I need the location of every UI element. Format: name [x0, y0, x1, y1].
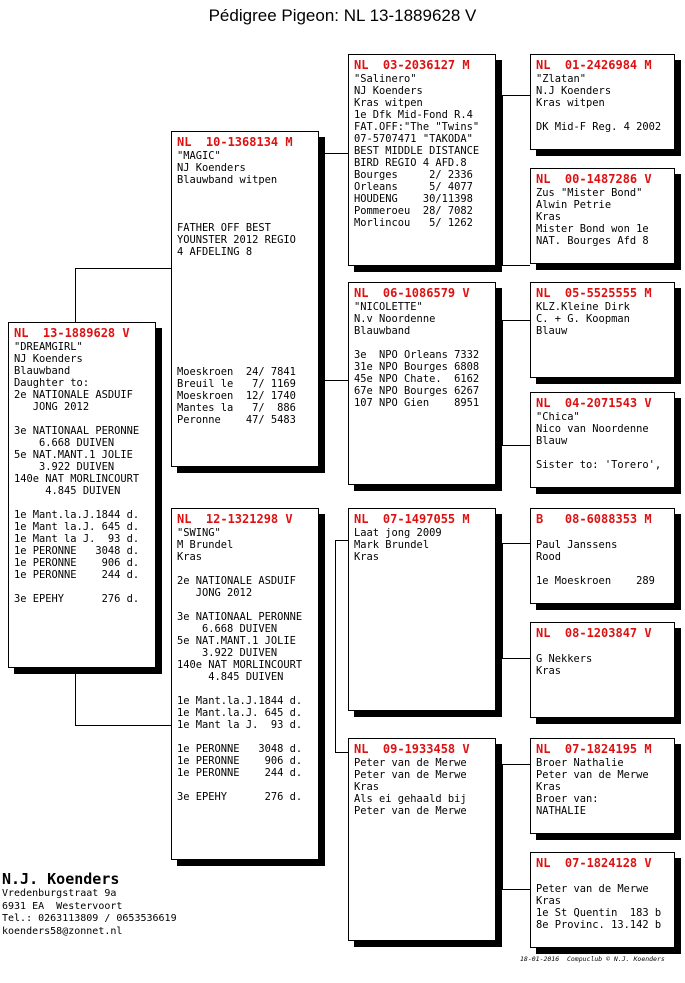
pigeon-info-line: 4 AFDELING 8	[177, 246, 253, 258]
pigeon-info-line: NATHALIE	[536, 805, 587, 817]
pigeon-info-line	[177, 318, 314, 330]
pigeon-info-line: 3.922 DUIVEN	[14, 461, 115, 473]
pigeon-info-line: 3e EPEHY 276 d.	[14, 593, 140, 605]
pigeon-info-line: 1e PERONNE 244 d.	[14, 569, 140, 581]
pigeon-info-line	[14, 581, 151, 593]
pigeon-info-line: 140e NAT MORLINCOURT	[177, 659, 303, 671]
pigeon-info-line: "MAGIC"	[177, 150, 221, 162]
pigeon-info-line: 07-5707471 "TAKODA"	[354, 133, 473, 145]
pigeon-info-line	[14, 413, 151, 425]
pigeon-info-line: Peter van de Merwe	[536, 883, 649, 895]
connector	[502, 764, 530, 765]
pigeon-info-line: 31e NPO Bourges 6808	[354, 361, 480, 373]
pigeon-info-line: 1e Mant.la.J.1844 d.	[177, 695, 303, 707]
pigeon-info-line: Kras witpen	[354, 97, 423, 109]
ring-number: NL 10-1368134 M	[177, 135, 293, 149]
pigeon-info-line: Kras	[354, 551, 380, 563]
pigeon-info-line: 140e NAT MORLINCOURT	[14, 473, 140, 485]
pigeon-info-line: M Brundel	[177, 539, 234, 551]
pigeon-info-line: Als ei gehaald bij	[354, 793, 467, 805]
pigeon-info-line	[536, 641, 670, 653]
pigeon-info-line: Blauwband witpen	[177, 174, 278, 186]
pigeon-info-line: 1e St Quentin 183 b	[536, 907, 662, 919]
pigeon-info-line: KLZ.Kleine Dirk	[536, 301, 630, 313]
pigeon-info-line: 4.845 DUIVEN	[177, 671, 284, 683]
pigeon-info-line	[536, 563, 670, 575]
ring-number: NL 09-1933458 V	[354, 742, 470, 756]
pigeon-info-line: "DREAMGIRL"	[14, 341, 83, 353]
pigeon-info-line: 1e PERONNE 3048 d.	[14, 545, 140, 557]
connector	[502, 658, 530, 659]
pigeon-info-line: G Nekkers	[536, 653, 593, 665]
pigeon-info-line: Moeskroen 24/ 7841	[177, 366, 296, 378]
pigeon-info-line: Sister to: 'Torero'‚	[536, 459, 662, 471]
pigeon-info-line: 6.668 DUIVEN	[14, 437, 115, 449]
ring-number: NL 07-1497055 M	[354, 512, 470, 526]
ring-number: NL 00-1487286 V	[536, 172, 652, 186]
pigeon-info-line: 1e PERONNE 3048 d.	[177, 743, 303, 755]
ring-number: NL 07-1824195 M	[536, 742, 652, 756]
pigeon-info-line: Bourges 2/ 2336	[354, 169, 473, 181]
pigeon-info-line: 3e NPO Orleans 7332	[354, 349, 480, 361]
pigeon-info-line	[354, 337, 491, 349]
pigeon-info-line: 1e Mant la.J. 645 d.	[14, 521, 140, 533]
pigeon-info-line: Pommeroeu 28/ 7082	[354, 205, 473, 217]
pigeon-info-line: Orleans 5/ 4077	[354, 181, 473, 193]
pigeon-info-line: 4.845 DUIVEN	[14, 485, 121, 497]
pigeon-info-line: 5e NAT.MANT.1 JOLIE	[177, 635, 296, 647]
page-title: Pédigree Pigeon: NL 13-1889628 V	[208, 6, 477, 25]
pigeon-info-line	[177, 294, 314, 306]
pigeon-info-line: 1e Mant.la.J.1844 d.	[14, 509, 140, 521]
pigeon-info-line: Morlincou 5/ 1262	[354, 217, 473, 229]
pigeon-info-line: Daughter to:	[14, 377, 90, 389]
connector	[502, 95, 530, 96]
pigeon-info-line: 45e NPO Chate. 6162	[354, 373, 480, 385]
pigeon-info-line: Mister Bond won 1e	[536, 223, 649, 235]
connector	[502, 764, 503, 889]
pigeon-info-line	[177, 258, 314, 270]
pigeon-info-line: 8e Provinc. 13.142 b	[536, 919, 662, 931]
pigeon-info-line: FAT.OFF:"The "Twins"	[354, 121, 480, 133]
pigeon-info-line	[177, 342, 314, 354]
pigeon-info-line: 1e Dfk Mid-Fond R.4	[354, 109, 473, 121]
ring-number: NL 07-1824128 V	[536, 856, 652, 870]
pigeon-info-line: Kras	[177, 551, 203, 563]
pigeon-info-line: "Zlatan"	[536, 73, 587, 85]
pigeon-info-line: 1e PERONNE 906 d.	[177, 755, 303, 767]
ring-number: NL 12-1321298 V	[177, 512, 293, 526]
pigeon-info-line: 2e NATIONALE ASDUIF	[177, 575, 296, 587]
pigeon-card-ff-sire	[530, 54, 675, 150]
pigeon-info-line: 1e PERONNE 244 d.	[177, 767, 303, 779]
pigeon-card-father-dam	[348, 282, 496, 485]
pigeon-info-line: Blauwband	[354, 325, 411, 337]
pigeon-info-line: 5e NAT.MANT.1 JOLIE	[14, 449, 133, 461]
pigeon-info-line: Kras	[536, 895, 562, 907]
pigeon-info-line: 1e Moeskroen 289	[536, 575, 655, 587]
pigeon-info-line: Kras	[536, 665, 562, 677]
pigeon-info-line: JONG 2012	[14, 401, 90, 413]
pigeon-info-line: Blauwband	[14, 365, 71, 377]
pigeon-info-line	[536, 447, 670, 459]
pigeon-info-line	[177, 354, 314, 366]
pigeon-info-line	[177, 731, 314, 743]
pigeon-info-line: Moeskroen 12/ 1740	[177, 390, 296, 402]
pigeon-info-line: FATHER OFF BEST	[177, 222, 271, 234]
pigeon-info-line: N.v Noordenne	[354, 313, 436, 325]
pigeon-info-line: "NICOLETTE"	[354, 301, 423, 313]
ring-number: NL 01-2426984 M	[536, 58, 652, 72]
connector	[335, 752, 348, 753]
breeder-phone: Tel.: 0263113809 / 0653536619	[2, 913, 177, 924]
pigeon-info-line: "Salinero"	[354, 73, 417, 85]
pigeon-info-line	[177, 306, 314, 318]
pigeon-info-line: 6.668 DUIVEN	[177, 623, 278, 635]
pigeon-info-line	[177, 683, 314, 695]
pigeon-card-fm-dam	[530, 392, 675, 488]
pigeon-info-line: Mantes la 7/ 886	[177, 402, 296, 414]
pigeon-info-line: Peter van de Merwe	[536, 769, 649, 781]
pigeon-info-line	[177, 198, 314, 210]
pigeon-info-line: 1e Mant.la.J. 645 d.	[177, 707, 303, 719]
pigeon-card-mm-sire	[530, 738, 675, 834]
pigeon-info-line	[536, 871, 670, 883]
pigeon-info-line: 3.922 DUIVEN	[177, 647, 278, 659]
pigeon-info-line: 1e Mant la J. 93 d.	[177, 719, 303, 731]
pigeon-info-line: Peter van de Merwe	[354, 757, 467, 769]
pigeon-info-line: NJ Koenders	[14, 353, 83, 365]
pigeon-info-line: Kras	[354, 781, 380, 793]
connector	[502, 95, 503, 265]
connector	[502, 543, 503, 658]
breeder-info	[2, 870, 177, 938]
ring-number: NL 08-1203847 V	[536, 626, 652, 640]
pigeon-info-line	[177, 779, 314, 791]
pigeon-info-line: Peter van de Merwe	[354, 805, 467, 817]
pigeon-info-line: "SWING"	[177, 527, 221, 539]
connector	[75, 668, 76, 725]
connector	[502, 320, 530, 321]
pigeon-card-mother-dam	[348, 738, 496, 941]
ring-number: NL 03-2036127 M	[354, 58, 470, 72]
pigeon-card-mother-sire	[348, 508, 496, 711]
pigeon-info-line: 1e Mant la J. 93 d.	[14, 533, 140, 545]
breeder-name: N.J. Koenders	[2, 870, 120, 888]
pigeon-info-line: Rood	[536, 551, 562, 563]
connector	[335, 540, 336, 752]
ring-number: NL 05-5525555 M	[536, 286, 652, 300]
pigeon-info-line: 3e NATIONAAL PERONNE	[14, 425, 140, 437]
pigeon-info-line	[536, 109, 670, 121]
pigeon-info-line: 1e PERONNE 906 d.	[14, 557, 140, 569]
pigeon-info-line: JONG 2012	[177, 587, 253, 599]
pigeon-info-line: "Chica"	[536, 411, 580, 423]
pigeon-info-line: C. + G. Koopman	[536, 313, 630, 325]
pigeon-info-line: NJ Koenders	[177, 162, 246, 174]
pigeon-info-line	[14, 497, 151, 509]
pigeon-info-line: 2e NATIONALE ASDUIF	[14, 389, 133, 401]
pigeon-info-line: NAT. Bourges Afd 8	[536, 235, 649, 247]
pigeon-info-line: YOUNSTER 2012 REGIO	[177, 234, 296, 246]
connector	[335, 540, 348, 541]
pigeon-info-line: Peronne 47/ 5483	[177, 414, 296, 426]
pigeon-card-mf-sire	[530, 508, 675, 604]
connector	[75, 725, 171, 726]
pigeon-card-mm-dam	[530, 852, 675, 948]
pigeon-card-mother	[171, 508, 319, 860]
pigeon-info-line	[177, 210, 314, 222]
connector	[75, 268, 76, 322]
pigeon-info-line: BEST MIDDLE DISTANCE	[354, 145, 480, 157]
pigeon-info-line: 3e NATIONAAL PERONNE	[177, 611, 303, 623]
pigeon-card-father-sire	[348, 54, 496, 266]
pigeon-info-line: Paul Janssens	[536, 539, 618, 551]
pigeon-info-line: Alwin Petrie	[536, 199, 612, 211]
pigeon-info-line: Broer Nathalie	[536, 757, 624, 769]
pigeon-info-line: HOUDENG 30/11398	[354, 193, 473, 205]
pigeon-info-line: Nico van Noordenne	[536, 423, 649, 435]
pigeon-info-line: Broer van:	[536, 793, 599, 805]
connector	[502, 445, 530, 446]
breeder-address-street: Vredenburgstraat 9a	[2, 888, 117, 899]
connector	[75, 268, 171, 269]
pigeon-info-line: Laat jong 2009	[354, 527, 442, 539]
pigeon-card-father	[171, 131, 319, 467]
pigeon-info-line: Mark Brundel	[354, 539, 430, 551]
pigeon-info-line: Zus "Mister Bond"	[536, 187, 643, 199]
footer-credit: 18-01-2016 Compuclub © N.J. Koenders	[520, 955, 665, 963]
connector	[502, 889, 530, 890]
pigeon-info-line	[177, 563, 314, 575]
connector	[502, 265, 530, 266]
pigeon-info-line	[177, 186, 314, 198]
pigeon-info-line: Kras	[536, 781, 562, 793]
connector	[502, 320, 503, 445]
pigeon-info-line: 67e NPO Bourges 6267	[354, 385, 480, 397]
breeder-email: koenders58@zonnet.nl	[2, 925, 123, 937]
pigeon-info-line: Breuil le 7/ 1169	[177, 378, 296, 390]
pigeon-info-line: 3e EPEHY 276 d.	[177, 791, 303, 803]
pigeon-info-line: Kras	[536, 211, 562, 223]
pigeon-card-subject	[8, 322, 156, 668]
pigeon-info-line: BIRD REGIO 4 AFD.8	[354, 157, 467, 169]
pigeon-info-line	[177, 330, 314, 342]
connector	[502, 543, 530, 544]
pigeon-card-mf-dam	[530, 622, 675, 718]
pigeon-info-line	[177, 599, 314, 611]
ring-number: NL 06-1086579 V	[354, 286, 470, 300]
pigeon-info-line: Blauw	[536, 435, 568, 447]
pigeon-info-line: N.J Koenders	[536, 85, 612, 97]
pigeon-info-line: Blauw	[536, 325, 568, 337]
pigeon-info-line	[177, 270, 314, 282]
ring-number: NL 04-2071543 V	[536, 396, 652, 410]
pigeon-info-line	[536, 527, 670, 539]
pigeon-info-line: Kras witpen	[536, 97, 605, 109]
pigeon-card-fm-sire	[530, 282, 675, 378]
pigeon-info-line	[177, 282, 314, 294]
pigeon-info-line: NJ Koenders	[354, 85, 423, 97]
pigeon-info-line: Peter van de Merwe	[354, 769, 467, 781]
ring-number: B 08-6088353 M	[536, 512, 652, 526]
pigeon-info-line: DK Mid-F Reg. 4 2002	[536, 121, 662, 133]
connector	[320, 380, 348, 381]
breeder-address-city: 6931 EA Westervoort	[2, 900, 123, 912]
pigeon-info-line: 107 NPO Gien 8951	[354, 397, 480, 409]
pigeon-card-ff-dam	[530, 168, 675, 264]
ring-number: NL 13-1889628 V	[14, 326, 130, 340]
connector	[320, 153, 348, 154]
